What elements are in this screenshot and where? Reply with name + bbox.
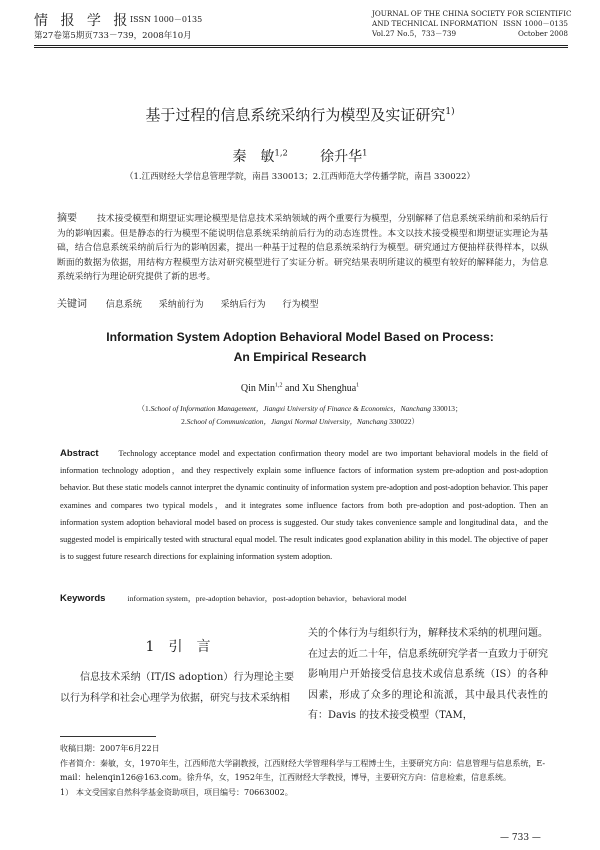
abstract-cn-label: 摘要 [57,213,78,224]
author-en: Xu Shenghua [301,383,357,394]
author-name: 秦 敏 [232,149,275,165]
authors-cn [0,146,600,166]
authors-en [0,383,600,394]
paper-title-en-line1: Information System Adoption Behavioral Model Based on Process: [106,330,494,344]
author-affil-marker: 1 [362,147,368,158]
affiliations-en [0,402,600,428]
volume-info-en: Vol.27 No.5，733－739 [372,29,457,38]
keywords-en-label: Keywords [60,593,106,604]
keywords-en [60,593,407,604]
author-affil-marker: 1,2 [274,147,288,158]
abstract-en-label: Abstract [60,448,99,459]
volume-info-cn: 第27卷第5期页733－739，2008年10月 [34,31,192,41]
body-column-left: 信息技术采纳（IT/IS adoption）行为理论主要以行为科学和社会心理学为依据，研究与技术采纳相 [60,672,294,704]
author-en: Qin Min [240,383,276,394]
author-en-conjunction: and [282,383,302,394]
volume-row-en [372,29,568,39]
paper-title-en [0,327,600,367]
affil-postcode: 330013； [430,404,463,413]
funding-note-marker: 1） [60,787,74,797]
affil-institution: School of Information Management，Jiangxi University of Finance & Economics，Nanchang [150,404,431,413]
page-number: — 733 — [500,833,541,843]
date-en: October 2008 [517,29,568,38]
journal-title-en-line1: JOURNAL OF THE CHINA SOCIETY FOR SCIENTIFIC [372,9,572,18]
issn-right: ISSN 1000－0135 [503,19,568,28]
journal-title-en-row2 [372,19,568,29]
affiliation-en-line1 [0,402,600,415]
abstract-en [60,445,548,565]
footnote-rule [60,736,156,737]
received-date: 收稿日期：2007年6月22日 [60,744,160,753]
abstract-en-text: Technology acceptance model and expectation confirmation theory model are two important behavioral models in the field of information technology adoption，and they respectively explain some influence factors of information system pre-adoption and post-adoption behavior. But these static models cannot interpret the dynamic continuity of information system pre-adoption and post-adoption behavior. This paper examines and compares two typical models，and it integrates some influence factors from both pre-adoption and post-adoption. Then an information system adoption behavioral model based on process is suggested. Our study takes convenience sample and longitudinal data，and the suggested model is empirically tested with structural equal model. The result indicates good explanation ability in this model. The objective of paper is to suggest future research directions for explaining information system adoption. [60,449,548,562]
affil-institution: School of Communication，Jiangxi Normal University，Nanchang [186,417,388,426]
keywords-cn-label: 关键词 [57,299,87,310]
keyword: 信息系统 [105,300,142,310]
paper-title-cn-text: 基于过程的信息系统采纳行为模型及实证研究 [145,106,446,124]
paper-title-en-line2: An Empirical Research [233,350,367,364]
header-rule-top [34,45,568,46]
funding-note [60,786,548,801]
journal-header-en [372,9,572,39]
affil-prefix: 2. [181,417,187,426]
journal-title-cn: 情 报 学 报 [34,13,132,29]
footnotes [60,742,548,800]
section-heading: 1 引 言 [145,639,211,655]
abstract-cn [57,212,548,285]
keyword: 采纳后行为 [220,300,266,310]
paper-title-cn [0,104,600,125]
affil-postcode: 330022） [387,417,419,426]
author-bio: 作者简介：秦敏，女，1970年生，江西师范大学副教授，江西财经大学管理科学与工程博士生，主要研究方向：信息管理与信息系统，E-mail：helenqin126@163.com。徐升华，女，1952年生，江西财经大学教授，博导，主要研究方向：信息检索，信息系统。 [60,758,546,783]
affil-prefix: （1. [137,404,151,413]
title-note-marker: 1) [445,107,455,117]
keyword: 行为模型 [282,300,319,310]
keywords-en-text: information system，pre-adoption behavior，post-adoption behavior，behavioral model [127,594,407,603]
affiliation-en-line2 [0,415,600,428]
keywords-cn [57,295,333,310]
issn-left: ISSN 1000－0135 [130,15,203,24]
affiliations-cn: （1.江西财经大学信息管理学院，南昌 330013；2.江西师范大学传播学院，南昌 330022） [124,172,476,182]
author-en-marker: 1 [356,382,360,389]
keyword: 采纳前行为 [158,300,204,310]
body-column-right: 关的个体行为与组织行为，解释技术采纳的机理问题。在过去的近二十年，信息系统研究学者一直致力于研究影响用户开始接受信息技术或信息系统（IS）的各种因素，形成了众多的理论和流派，其中最具代表性的有：Davis 的技术接受模型（TAM， [308,628,548,721]
funding-note-text: 本文受国家自然科学基金资助项目，项目编号：70663002。 [76,787,293,797]
abstract-cn-text: 技术接受模型和期望证实理论模型是信息技术采纳领域的两个重要行为模型，分别解释了信息系统采纳前和采纳后行为的影响因素。但是静态的行为模型不能说明信息系统采纳前后行为的动态连贯性。本文以技术接受模型和期望证实理论为基础，结合信息系统采纳前后行为的影响因素，提出一种基于过程的信息系统采纳行为模型。研究通过方便抽样获得样本，以纵断面的数据为依据，用结构方程模型方法对研究模型进行了实证分析。研究结果表明所建议的模型有较好的解释能力，为信息系统采纳行为理论研究提供了新的思考。 [57,214,548,283]
author-name: 徐升华 [320,149,363,165]
author-en-marker: 1,2 [275,382,283,389]
header-rule-bottom [34,47,568,48]
journal-title-en-line2: AND TECHNICAL INFORMATION [372,19,498,28]
